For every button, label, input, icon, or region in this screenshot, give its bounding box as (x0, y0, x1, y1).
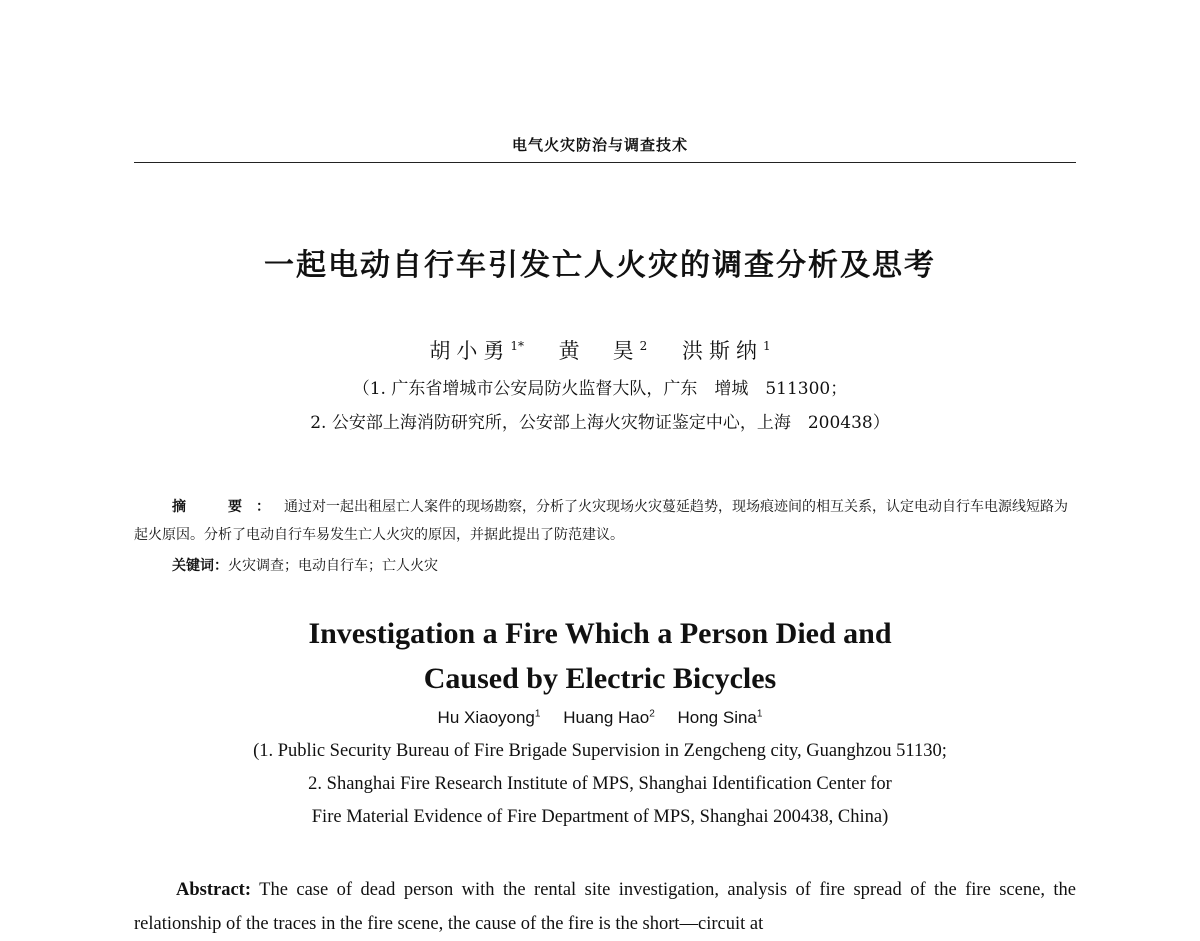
abstract-zh (134, 493, 1076, 549)
affiliation-zh-line: （1. 广东省增城市公安局防火监督大队，广东 增城 511300； (352, 379, 848, 399)
affiliation-en-line: (1. Public Security Bureau of Fire Brigade Supervision in Zengcheng city, Guanghzou 51130; (253, 741, 947, 761)
paper-title-en-line: Caused by Electric Bicycles (423, 662, 777, 695)
abstract-zh-label: 摘 要： (172, 499, 284, 515)
keywords-zh-label: 关键词： (172, 558, 228, 574)
author-en: Hong Sina$^1$ (677, 708, 763, 727)
abstract-zh-text: 通过对一起出租屋亡人案件的现场勘察，分析了火灾现场火灾蔓延趋势，现场痕迹间的相互关系，认定电动自行车电源线短路为起火原因。分析了电动自行车易发生亡人火灾的原因，并据此提出了防范建议。 (134, 499, 1068, 543)
author-en: Hu Xiaoyong$^1$ (437, 708, 541, 727)
abstract-en-label: Abstract: (176, 880, 252, 900)
affiliation-zh-line: 2. 公安部上海消防研究所，公安部上海火灾物证鉴定中心，上海 200438） (310, 413, 890, 433)
author-list-zh (0, 335, 1200, 365)
paper-title-zh: 一起电动自行车引发亡人火灾的调查分析及思考 (264, 248, 936, 283)
author-zh: 胡小勇$^{1*}$ (429, 339, 524, 363)
header-rule (134, 162, 1076, 163)
author-zh: 洪斯纳$^1$ (682, 339, 771, 363)
abstract-en-text: The case of dead person with the rental site investigation, analysis of fire spread of the fire scene, the relationship of the traces in the fire scene, the cause of the fire is the short—circuit at (134, 880, 1076, 934)
keywords-zh (172, 555, 1072, 575)
affiliation-en-line: Fire Material Evidence of Fire Department of MPS, Shanghai 200438, China) (311, 807, 889, 827)
keywords-zh-text: 火灾调查；电动自行车；亡人火灾 (228, 558, 438, 574)
author-zh: 黄 昊$^2$ (558, 339, 648, 363)
journal-section-header: 电气火灾防治与调查技术 (511, 136, 688, 154)
paper-title-en-line: Investigation a Fire Which a Person Died and (308, 617, 892, 650)
author-en: Huang Hao$^2$ (563, 708, 655, 727)
affiliation-en-line: 2. Shanghai Fire Research Institute of MPS, Shanghai Identification Center for (308, 774, 892, 794)
abstract-en (134, 873, 1076, 941)
author-list-en (0, 708, 1200, 728)
